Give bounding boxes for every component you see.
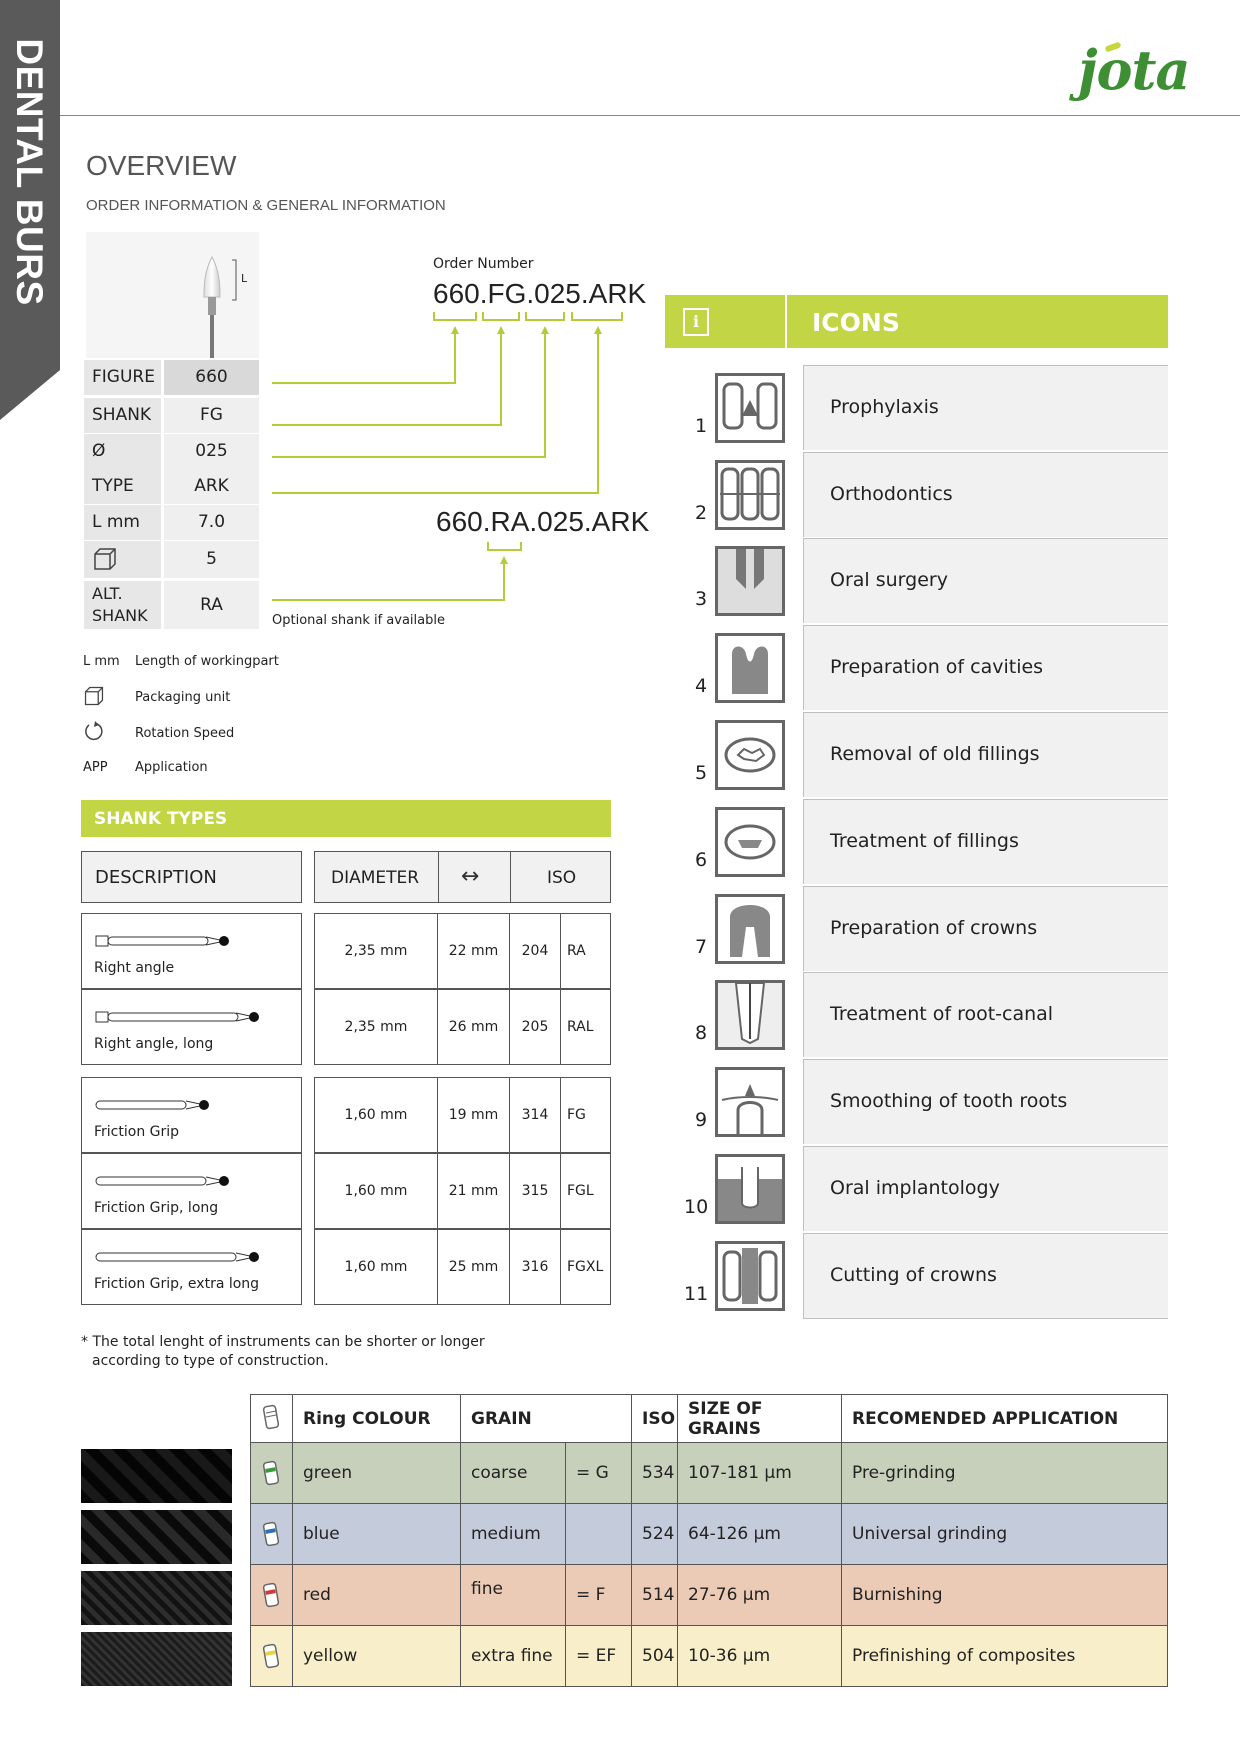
- icon-row-11: [803, 1233, 1168, 1318]
- icon-label: Preparation of crowns: [830, 917, 1038, 939]
- column-header-grain: GRAIN: [460, 1394, 632, 1443]
- shank-diameter: 1,60 mm: [314, 1077, 438, 1153]
- spec-key: ALT. SHANK: [84, 581, 161, 629]
- bur-ring-icon: [261, 1404, 281, 1430]
- icon-row-5: [803, 712, 1168, 797]
- header-rule: [60, 115, 1240, 116]
- shank-description-label: Friction Grip, long: [94, 1200, 219, 1216]
- icon-number: 8: [695, 1022, 708, 1044]
- grain-application: Pre-grinding: [841, 1442, 1168, 1504]
- cavity-icon: [715, 633, 785, 703]
- grain-iso: 514: [631, 1564, 678, 1626]
- legend-key: APP: [83, 760, 108, 775]
- shank-diameter: 2,35 mm: [314, 913, 438, 989]
- column-header-iso: ISO: [547, 868, 577, 888]
- grain-name: extra fine: [460, 1625, 566, 1687]
- shank-code: FGL: [560, 1153, 611, 1229]
- spec-value: 660: [164, 360, 259, 395]
- shank-description-label: Right angle: [94, 960, 175, 976]
- shank-code: RA: [560, 913, 611, 989]
- column-header-size: SIZE OF GRAINS: [677, 1394, 842, 1443]
- shank-code: FG: [560, 1077, 611, 1153]
- shank-description: [81, 1153, 302, 1229]
- icon-row-8: [803, 972, 1168, 1057]
- grain-application: Burnishing: [841, 1564, 1168, 1626]
- icon-number: 9: [695, 1109, 708, 1131]
- grain-code: = F: [565, 1564, 632, 1626]
- spec-key: Ø: [84, 434, 161, 469]
- grain-code: = EF: [565, 1625, 632, 1687]
- column-header-iso: ISO: [631, 1394, 678, 1443]
- shank-description-label: Friction Grip: [94, 1124, 180, 1140]
- icon-label: Treatment of fillings: [830, 830, 1019, 852]
- grain-name: coarse: [460, 1442, 566, 1504]
- grain-size: 107-181 µm: [677, 1442, 842, 1504]
- footnote-line: according to type of construction.: [92, 1353, 329, 1369]
- icon-label: Prophylaxis: [830, 396, 939, 418]
- info-icon: i: [683, 308, 709, 336]
- bur-image: [86, 232, 259, 358]
- shank-types-title: SHANK TYPES: [94, 809, 228, 829]
- shank-diameter: 1,60 mm: [314, 1153, 438, 1229]
- page-title: OVERVIEW: [86, 150, 237, 181]
- column-header-group: [314, 851, 611, 903]
- icon-number: 7: [695, 936, 708, 958]
- rotation-speed-icon: [83, 721, 105, 743]
- alt-order-number: 660.RA.025.ARK: [436, 506, 650, 537]
- grain-texture-swatch: [81, 1510, 232, 1564]
- icon-label: Removal of old fillings: [830, 743, 1040, 765]
- ring-yellow-icon: [261, 1643, 281, 1669]
- icon-label: Oral implantology: [830, 1177, 1000, 1199]
- shank-length: 22 mm: [437, 913, 510, 989]
- shank-description: [81, 913, 302, 989]
- length-arrow-icon: ↔: [461, 864, 480, 889]
- shank-iso: 205: [509, 989, 561, 1065]
- grain-application: Universal grinding: [841, 1503, 1168, 1565]
- grain-texture-swatch: [81, 1571, 232, 1625]
- icon-number: 6: [695, 849, 708, 871]
- side-tab-label: DENTAL BURS: [9, 38, 50, 306]
- icon-number: 2: [695, 502, 708, 524]
- shank-iso: 316: [509, 1229, 561, 1305]
- legend-key: L mm: [83, 654, 120, 669]
- order-number: 660.FG.025.ARK: [433, 278, 647, 309]
- icon-number: 4: [695, 675, 708, 697]
- oral-surgery-icon: [715, 546, 785, 616]
- spec-value: RA: [164, 581, 259, 629]
- icon-number: 3: [695, 588, 708, 610]
- icon-list-bottom-rule: [803, 1318, 1168, 1319]
- packaging-unit-icon: [84, 541, 161, 578]
- ring-colour: blue: [292, 1503, 461, 1565]
- bur-drawing-icon: [86, 232, 259, 358]
- spec-row-type: [84, 469, 259, 504]
- icon-label: Smoothing of tooth roots: [830, 1090, 1068, 1112]
- crown-cutting-icon: [715, 1241, 785, 1311]
- spec-row-diameter: [84, 434, 259, 469]
- spec-value: 7.0: [164, 505, 259, 540]
- shank-description: [81, 1077, 302, 1153]
- icon-row-9: [803, 1059, 1168, 1144]
- grain-size: 64-126 µm: [677, 1503, 842, 1565]
- spec-row-packaging: [84, 541, 259, 578]
- shank-description: [81, 1229, 302, 1305]
- grain-name: fine: [460, 1564, 566, 1626]
- shank-length: 19 mm: [437, 1077, 510, 1153]
- filling-removal-icon: [715, 720, 785, 790]
- ring-colour: green: [292, 1442, 461, 1504]
- column-header-description: DESCRIPTION: [81, 851, 302, 903]
- icon-row-6: [803, 799, 1168, 884]
- column-header-ring: Ring COLOUR: [292, 1394, 461, 1443]
- icon-row-4: [803, 625, 1168, 710]
- packaging-unit-icon: [83, 685, 105, 707]
- icon-label: Treatment of root-canal: [830, 1003, 1054, 1025]
- ring-blue-icon: [261, 1521, 281, 1547]
- spec-row-alt-shank: [84, 581, 259, 629]
- orthodontics-icon: [715, 460, 785, 530]
- grain-name: medium: [460, 1503, 566, 1565]
- spec-value: 025: [164, 434, 259, 469]
- grain-code: [565, 1503, 632, 1565]
- ring-colour: red: [292, 1564, 461, 1626]
- ring-green-icon: [261, 1460, 281, 1486]
- icons-panel-title: ICONS: [812, 308, 900, 337]
- icon-row-3: [803, 538, 1168, 623]
- spec-key: SHANK: [84, 398, 161, 433]
- header-divider: [438, 852, 439, 902]
- crown-preparation-icon: [715, 894, 785, 964]
- filling-treatment-icon: [715, 807, 785, 877]
- header-divider: [785, 295, 787, 348]
- icon-label: Oral surgery: [830, 569, 948, 591]
- icon-row-10: [803, 1146, 1168, 1231]
- spec-row-figure: [84, 360, 259, 395]
- ring-colour: yellow: [292, 1625, 461, 1687]
- icon-number: 10: [684, 1196, 709, 1218]
- shank-code: FGXL: [560, 1229, 611, 1305]
- header-divider: [510, 852, 511, 902]
- footnote: [81, 1333, 485, 1371]
- shank-iso: 314: [509, 1077, 561, 1153]
- icon-row-1: [803, 365, 1168, 450]
- implant-icon: [715, 1154, 785, 1224]
- brand-logo: jota: [1078, 38, 1190, 102]
- grain-texture-swatch: [81, 1632, 232, 1686]
- shank-length: 26 mm: [437, 989, 510, 1065]
- grain-size: 10-36 µm: [677, 1625, 842, 1687]
- grain-code: = G: [565, 1442, 632, 1504]
- spec-value: 5: [164, 541, 259, 578]
- spec-row-shank: [84, 398, 259, 433]
- page-subtitle: ORDER INFORMATION & GENERAL INFORMATION: [86, 197, 446, 214]
- shank-description-label: Right angle, long: [94, 1036, 214, 1052]
- ring-red-icon: [261, 1582, 281, 1608]
- grain-size: 27-76 µm: [677, 1564, 842, 1626]
- column-header-application: RECOMENDED APPLICATION: [841, 1394, 1168, 1443]
- grain-iso: 534: [631, 1442, 678, 1504]
- root-canal-icon: [715, 980, 785, 1050]
- spec-row-length: [84, 505, 259, 540]
- spec-key: TYPE: [84, 469, 161, 504]
- legend-text: Length of workingpart: [135, 654, 279, 669]
- order-number-label: Order Number: [433, 256, 534, 272]
- legend: [83, 652, 383, 782]
- icon-row-7: [803, 886, 1168, 971]
- shank-length: 25 mm: [437, 1229, 510, 1305]
- length-label: L: [241, 272, 248, 285]
- icons-panel-header: [665, 295, 1168, 348]
- legend-text: Application: [135, 760, 208, 775]
- root-smoothing-icon: [715, 1067, 785, 1137]
- prophylaxis-icon: [715, 373, 785, 443]
- icon-number: 1: [695, 415, 708, 437]
- legend-text: Packaging unit: [135, 690, 231, 705]
- shank-diameter: 2,35 mm: [314, 989, 438, 1065]
- shank-code: RAL: [560, 989, 611, 1065]
- icon-label: Preparation of cavities: [830, 656, 1044, 678]
- icon-number: 11: [684, 1283, 709, 1305]
- grain-iso: 524: [631, 1503, 678, 1565]
- footnote-line: * The total lenght of instruments can be shorter or longer: [81, 1334, 485, 1350]
- spec-value: FG: [164, 398, 259, 433]
- spec-key: FIGURE: [84, 360, 161, 395]
- shank-length: 21 mm: [437, 1153, 510, 1229]
- column-header-diameter: DIAMETER: [331, 868, 420, 888]
- order-connectors: [260, 300, 640, 610]
- shank-diameter: 1,60 mm: [314, 1229, 438, 1305]
- icon-label: Cutting of crowns: [830, 1264, 997, 1286]
- icon-row-2: [803, 452, 1168, 537]
- spec-key: L mm: [84, 505, 161, 540]
- shank-description: [81, 989, 302, 1065]
- grain-iso: 504: [631, 1625, 678, 1687]
- icon-number: 5: [695, 762, 708, 784]
- icon-label: Orthodontics: [830, 483, 953, 505]
- spec-value: ARK: [164, 469, 259, 504]
- grain-texture-swatch: [81, 1449, 232, 1503]
- shank-iso: 315: [509, 1153, 561, 1229]
- legend-text: Rotation Speed: [135, 726, 235, 741]
- grain-application: Prefinishing of composites: [841, 1625, 1168, 1687]
- shank-iso: 204: [509, 913, 561, 989]
- optional-shank-note: Optional shank if available: [272, 613, 445, 628]
- shank-description-label: Friction Grip, extra long: [94, 1276, 260, 1292]
